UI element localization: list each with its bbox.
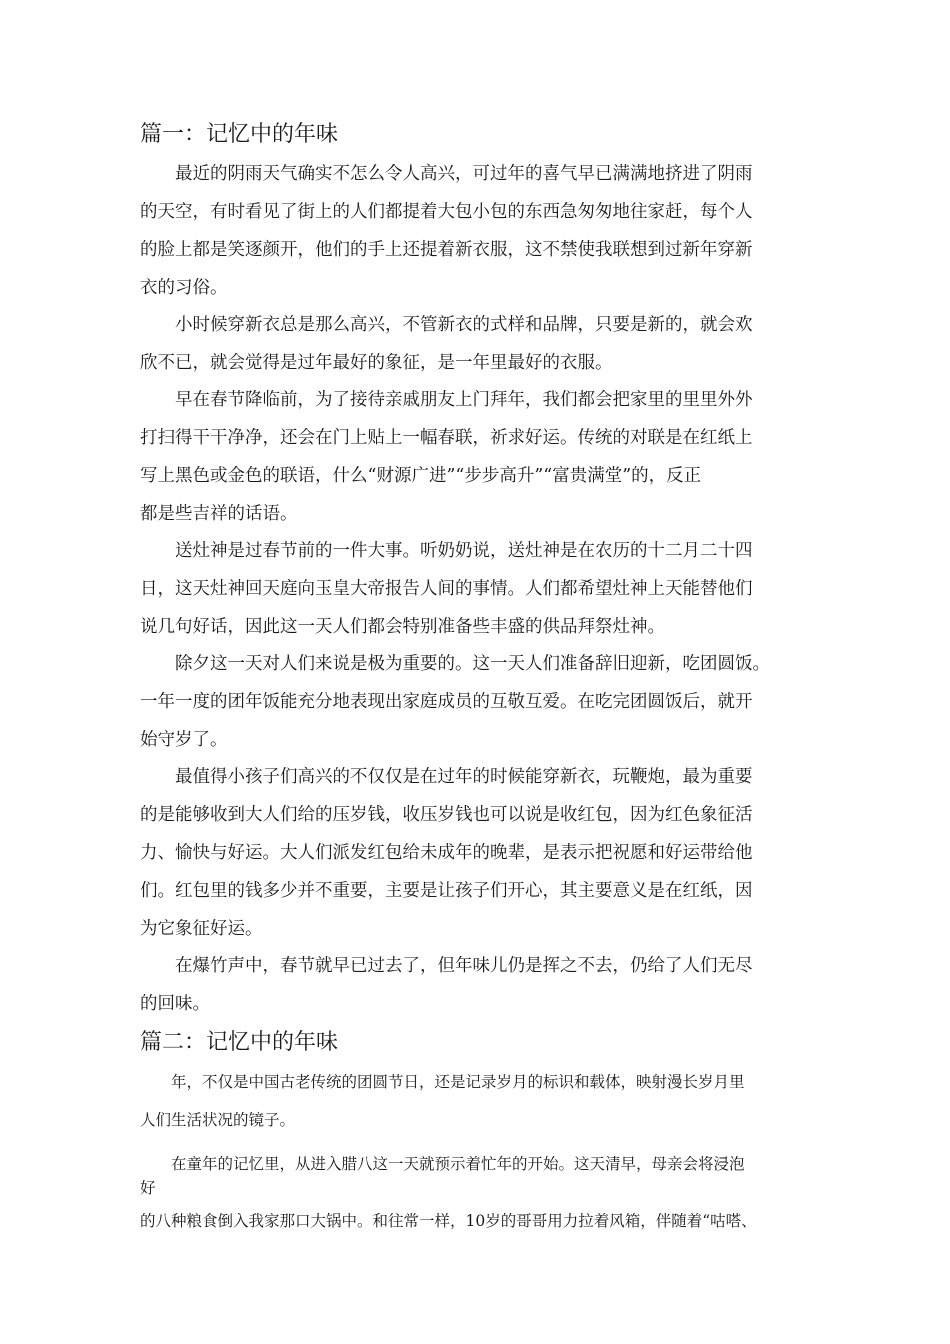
text-line: 始守岁了。 xyxy=(140,730,228,750)
text-line: 一年一度的团年饭能充分地表现出家庭成员的互敬互爱。在吃完团圆饭后，就开 xyxy=(140,692,753,712)
text-line: 人们生活状况的镜子。 xyxy=(140,1111,296,1129)
section-heading: 篇二：记忆中的年味 xyxy=(140,1030,339,1055)
text-line: 在爆竹声中，春节就早已过去了，但年味儿仍是挥之不去，仍给了人们无尽 xyxy=(140,956,753,976)
text-line: 的是能够收到大人们给的压岁钱，收压岁钱也可以说是收红包，因为红色象征活 xyxy=(140,805,753,825)
text-line: 的天空，有时看见了街上的人们都提着大包小包的东西急匆匆地往家赶，每个人 xyxy=(140,202,753,222)
text-line: 年，不仅是中国古老传统的团圆节日，还是记录岁月的标识和载体，映射漫长岁月里 xyxy=(140,1073,745,1091)
text-line: 说几句好话，因此这一天人们都会特别准备些丰盛的供品拜祭灶神。 xyxy=(140,617,665,637)
text-line: 在童年的记忆里，从进入腊八这一天就预示着忙年的开始。这天清早，母亲会将浸泡 xyxy=(140,1155,745,1173)
text-line: 最值得小孩子们高兴的不仅仅是在过年的时候能穿新衣，玩鞭炮，最为重要 xyxy=(140,767,753,787)
text-line: 们。红包里的钱多少并不重要，主要是让孩子们开心，其主要意义是在红纸，因 xyxy=(140,881,753,901)
text-line: 好 xyxy=(140,1179,156,1197)
text-line: 的回味。 xyxy=(140,994,210,1014)
text-line: 送灶神是过春节前的一件大事。听奶奶说，送灶神是在农历的十二月二十四 xyxy=(140,541,753,561)
text-line: 的八种粮食倒入我家那口大锅中。和往常一样，10岁的哥哥用力拉着风箱，伴随着“咕嗒、 xyxy=(140,1212,757,1230)
text-line: 力、愉快与好运。大人们派发红包给未成年的晚辈，是表示把祝愿和好运带给他 xyxy=(140,843,753,863)
text-line: 日，这天灶神回天庭向玉皇大帝报告人间的事情。人们都希望灶神上天能替他们 xyxy=(140,579,753,599)
text-line: 的脸上都是笑逐颜开，他们的手上还提着新衣服，这不禁使我联想到过新年穿新 xyxy=(140,240,753,260)
text-line: 欣不已，就会觉得是过年最好的象征，是一年里最好的衣服。 xyxy=(140,353,613,373)
text-line: 写上黑色或金色的联语，什么“财源广进”“步步高升”“富贵满堂”的，反正 xyxy=(140,466,702,486)
section-heading: 篇一：记忆中的年味 xyxy=(140,122,339,147)
text-line: 衣的习俗。 xyxy=(140,278,228,298)
text-line: 为它象征好运。 xyxy=(140,919,263,939)
text-line: 最近的阴雨天气确实不怎么令人高兴，可过年的喜气早已满满地挤进了阴雨 xyxy=(140,164,753,184)
text-line: 除夕这一天对人们来说是极为重要的。这一天人们准备辞旧迎新，吃团圆饭。 xyxy=(140,654,770,674)
text-line: 小时候穿新衣总是那么高兴，不管新衣的式样和品牌，只要是新的，就会欢 xyxy=(140,315,753,335)
text-line: 打扫得干干净净，还会在门上贴上一幅春联，祈求好运。传统的对联是在红纸上 xyxy=(140,428,753,448)
text-line: 都是些吉祥的话语。 xyxy=(140,504,298,524)
text-line: 早在春节降临前，为了接待亲戚朋友上门拜年，我们都会把家里的里里外外 xyxy=(140,390,753,410)
